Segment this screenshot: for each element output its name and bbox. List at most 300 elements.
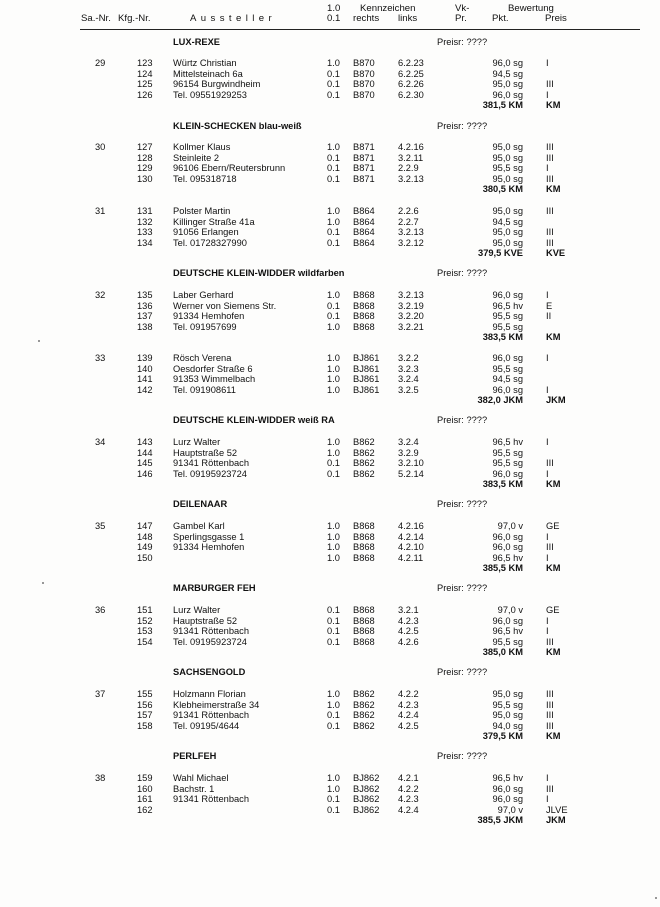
exhibitor-line: Tel. 01728327990 bbox=[173, 237, 247, 248]
tattoo-right: B862 bbox=[353, 437, 375, 447]
exhibitor-line: 91341 Röttenbach bbox=[173, 458, 249, 468]
sex-value: 0.1 bbox=[327, 636, 340, 647]
exhibitor-line: Bachstr. 1 bbox=[173, 783, 215, 794]
sammlung-number: 34 bbox=[95, 437, 106, 447]
col-header-sa-nr: Sa.-Nr. bbox=[81, 13, 111, 24]
sammlung-number: 37 bbox=[95, 689, 106, 699]
exhibitor-line: Klebheimerstraße 34 bbox=[173, 699, 260, 710]
sex-value: 0.1 bbox=[327, 173, 340, 184]
col-header-aussteller: Aussteller bbox=[190, 13, 277, 24]
prize-value: I bbox=[546, 437, 549, 447]
prize-value: I bbox=[546, 353, 549, 363]
tattoo-left: 3.2.21 bbox=[398, 321, 424, 332]
group-total: 380,5 KM bbox=[482, 184, 523, 194]
sex-value: 1.0 bbox=[327, 374, 340, 384]
cage-number: 132 bbox=[137, 216, 153, 227]
tattoo-left: 3.2.1 bbox=[398, 605, 419, 615]
tattoo-left: 4.2.4 bbox=[398, 804, 419, 815]
header-rule bbox=[80, 29, 640, 30]
tattoo-left: 3.2.9 bbox=[398, 447, 419, 458]
points-value: 96,0 sg bbox=[492, 290, 523, 300]
tattoo-right: B871 bbox=[353, 163, 375, 173]
sex-value: 1.0 bbox=[327, 773, 340, 783]
cage-number: 146 bbox=[137, 468, 153, 479]
tattoo-right: B868 bbox=[353, 521, 375, 531]
col-header-pkt: Pkt. bbox=[492, 13, 509, 24]
cage-number: 149 bbox=[137, 542, 153, 552]
points-value: 95,0 sg bbox=[492, 152, 523, 163]
sex-value: 1.0 bbox=[327, 521, 340, 531]
cage-number: 158 bbox=[137, 720, 153, 731]
points-value: 96,0 sg bbox=[492, 531, 523, 542]
prize-value: I bbox=[546, 384, 549, 395]
sex-value: 0.1 bbox=[327, 237, 340, 248]
prize-value: III bbox=[546, 542, 554, 552]
points-value: 96,0 sg bbox=[492, 353, 523, 363]
tattoo-left: 5.2.14 bbox=[398, 468, 424, 479]
exhibitor-line: 91056 Erlangen bbox=[173, 227, 239, 237]
group-total: 385,5 KM bbox=[482, 563, 523, 573]
exhibitor-line: Mittelsteinach 6a bbox=[173, 68, 243, 79]
prize-value: I bbox=[546, 615, 549, 626]
tattoo-right: B864 bbox=[353, 206, 375, 216]
cage-number: 154 bbox=[137, 636, 153, 647]
cage-number: 125 bbox=[137, 79, 153, 89]
col-header-kfg-nr: Kfg.-Nr. bbox=[118, 13, 151, 24]
tattoo-left: 2.2.7 bbox=[398, 216, 419, 227]
cage-number: 136 bbox=[137, 300, 153, 311]
exhibitor-line: Wahl Michael bbox=[173, 773, 229, 783]
tattoo-left: 4.2.2 bbox=[398, 783, 419, 794]
prize-value: I bbox=[546, 163, 549, 173]
exhibitor-line: 96106 Ebern/Reutersbrunn bbox=[173, 163, 286, 173]
exhibitor-line: 91334 Hemhofen bbox=[173, 542, 245, 552]
col-header-sex-bottom: 0.1 bbox=[327, 13, 341, 24]
tattoo-right: B862 bbox=[353, 720, 375, 731]
tattoo-right: B868 bbox=[353, 605, 375, 615]
prize-value: III bbox=[546, 173, 554, 184]
breed-title: LUX-REXE bbox=[173, 37, 221, 47]
tattoo-right: B871 bbox=[353, 152, 375, 163]
col-header-rechts: rechts bbox=[353, 13, 380, 24]
tattoo-left: 3.2.4 bbox=[398, 374, 419, 384]
col-header-vk-top: Vk- bbox=[455, 3, 470, 14]
exhibitor-line: Sperlingsgasse 1 bbox=[173, 531, 245, 542]
points-value: 95,0 sg bbox=[492, 173, 523, 184]
tattoo-right: B868 bbox=[353, 552, 375, 563]
points-value: 96,5 hv bbox=[492, 626, 523, 636]
points-value: 96,0 sg bbox=[492, 794, 523, 804]
points-value: 96,0 sg bbox=[492, 58, 523, 68]
group-total-prize: KM bbox=[546, 184, 561, 194]
prize-value: I bbox=[546, 89, 549, 100]
breed-title: KLEIN-SCHECKEN blau-weiß bbox=[173, 121, 302, 131]
group-total: 385,5 JKM bbox=[477, 815, 523, 825]
sex-value: 0.1 bbox=[327, 615, 340, 626]
breed-title: MARBURGER FEH bbox=[173, 583, 256, 593]
price-rule-label: Preisr: ???? bbox=[437, 751, 488, 761]
sex-value: 1.0 bbox=[327, 437, 340, 447]
points-value: 94,5 sg bbox=[492, 216, 523, 227]
prize-value: III bbox=[546, 227, 554, 237]
cage-number: 131 bbox=[137, 206, 153, 216]
sammlung-number: 29 bbox=[95, 58, 106, 68]
tattoo-left: 4.2.16 bbox=[398, 521, 424, 531]
sex-value: 1.0 bbox=[327, 384, 340, 395]
exhibitor-line: Gambel Karl bbox=[173, 521, 225, 531]
cage-number: 152 bbox=[137, 615, 153, 626]
tattoo-left: 3.2.3 bbox=[398, 363, 419, 374]
points-value: 96,5 hv bbox=[492, 300, 523, 311]
points-value: 95,5 sg bbox=[492, 699, 523, 710]
points-value: 95,5 sg bbox=[492, 636, 523, 647]
points-value: 96,5 hv bbox=[492, 773, 523, 783]
exhibitor-line: Killinger Straße 41a bbox=[173, 216, 255, 227]
group-total-prize: KM bbox=[546, 100, 561, 110]
cage-number: 162 bbox=[137, 804, 153, 815]
exhibitor-line: Tel. 095318718 bbox=[173, 173, 237, 184]
tattoo-right: B864 bbox=[353, 227, 375, 237]
col-header-bewertung: Bewertung bbox=[508, 3, 554, 14]
exhibitor-line: 91341 Röttenbach bbox=[173, 710, 249, 720]
exhibitor-line: Tel. 09195923724 bbox=[173, 468, 247, 479]
points-value: 97,0 v bbox=[497, 521, 523, 531]
exhibitor-line: 91334 Hemhofen bbox=[173, 311, 245, 321]
cage-number: 144 bbox=[137, 447, 153, 458]
tattoo-left: 6.2.23 bbox=[398, 58, 424, 68]
cage-number: 143 bbox=[137, 437, 153, 447]
sex-value: 1.0 bbox=[327, 290, 340, 300]
price-rule-label: Preisr: ???? bbox=[437, 499, 488, 509]
exhibitor-line: Laber Gerhard bbox=[173, 290, 234, 300]
points-value: 94,5 sg bbox=[492, 68, 523, 79]
cage-number: 157 bbox=[137, 710, 153, 720]
points-value: 95,0 sg bbox=[492, 79, 523, 89]
tattoo-left: 3.2.13 bbox=[398, 290, 424, 300]
points-value: 95,0 sg bbox=[492, 227, 523, 237]
cage-number: 159 bbox=[137, 773, 153, 783]
col-header-preis: Preis bbox=[545, 13, 567, 24]
tattoo-right: BJ861 bbox=[353, 353, 380, 363]
tattoo-left: 2.2.9 bbox=[398, 163, 419, 173]
cage-number: 155 bbox=[137, 689, 153, 699]
tattoo-left: 3.2.5 bbox=[398, 384, 419, 395]
prize-value: E bbox=[546, 300, 553, 311]
col-header-kennzeichen: Kennzeichen bbox=[360, 3, 416, 14]
price-rule-label: Preisr: ???? bbox=[437, 37, 488, 47]
sex-value: 1.0 bbox=[327, 689, 340, 699]
tattoo-left: 4.2.6 bbox=[398, 636, 419, 647]
prize-value: III bbox=[546, 689, 554, 699]
points-value: 95,0 sg bbox=[492, 142, 523, 152]
exhibitor-line: Tel. 09551929253 bbox=[173, 89, 247, 100]
sex-value: 0.1 bbox=[327, 79, 340, 89]
tattoo-right: B868 bbox=[353, 615, 375, 626]
exhibitor-line: Kollmer Klaus bbox=[173, 142, 231, 152]
cage-number: 145 bbox=[137, 458, 153, 468]
tattoo-left: 6.2.30 bbox=[398, 89, 424, 100]
sex-value: 1.0 bbox=[327, 321, 340, 332]
cage-number: 140 bbox=[137, 363, 153, 374]
cage-number: 150 bbox=[137, 552, 153, 563]
tattoo-left: 2.2.6 bbox=[398, 206, 419, 216]
tattoo-left: 4.2.16 bbox=[398, 142, 424, 152]
exhibitor-line: 91353 Wimmelbach bbox=[173, 374, 256, 384]
exhibitor-line: 91341 Röttenbach bbox=[173, 626, 249, 636]
prize-value: III bbox=[546, 783, 554, 794]
tattoo-right: B868 bbox=[353, 531, 375, 542]
scan-speck bbox=[655, 897, 657, 899]
points-value: 97,0 v bbox=[497, 804, 523, 815]
prize-value: I bbox=[546, 626, 549, 636]
group-total-prize: KM bbox=[546, 479, 561, 489]
cage-number: 129 bbox=[137, 163, 153, 173]
prize-value: I bbox=[546, 773, 549, 783]
points-value: 95,0 sg bbox=[492, 689, 523, 699]
tattoo-left: 3.2.12 bbox=[398, 237, 424, 248]
price-rule-label: Preisr: ???? bbox=[437, 268, 488, 278]
tattoo-left: 4.2.14 bbox=[398, 531, 424, 542]
prize-value: III bbox=[546, 720, 554, 731]
sex-value: 0.1 bbox=[327, 804, 340, 815]
sex-value: 0.1 bbox=[327, 300, 340, 311]
cage-number: 128 bbox=[137, 152, 153, 163]
tattoo-right: BJ862 bbox=[353, 794, 380, 804]
points-value: 95,0 sg bbox=[492, 237, 523, 248]
price-rule-label: Preisr: ???? bbox=[437, 121, 488, 131]
sex-value: 0.1 bbox=[327, 458, 340, 468]
cage-number: 130 bbox=[137, 173, 153, 184]
sex-value: 1.0 bbox=[327, 363, 340, 374]
sammlung-number: 30 bbox=[95, 142, 106, 152]
prize-value: III bbox=[546, 79, 554, 89]
prize-value: I bbox=[546, 58, 549, 68]
tattoo-right: BJ862 bbox=[353, 804, 380, 815]
prize-value: III bbox=[546, 237, 554, 248]
prize-value: I bbox=[546, 468, 549, 479]
points-value: 96,0 sg bbox=[492, 89, 523, 100]
sex-value: 0.1 bbox=[327, 720, 340, 731]
tattoo-right: B862 bbox=[353, 468, 375, 479]
breed-title: DEUTSCHE KLEIN-WIDDER weiß RA bbox=[173, 415, 335, 425]
group-total: 379,5 KM bbox=[482, 731, 523, 741]
tattoo-right: BJ862 bbox=[353, 783, 380, 794]
exhibitor-line: Lurz Walter bbox=[173, 437, 221, 447]
sammlung-number: 32 bbox=[95, 290, 106, 300]
exhibitor-line: Hauptstraße 52 bbox=[173, 447, 238, 458]
exhibitor-line: Steinleite 2 bbox=[173, 152, 219, 163]
points-value: 96,0 sg bbox=[492, 384, 523, 395]
prize-value: III bbox=[546, 206, 554, 216]
prize-value: GE bbox=[546, 605, 560, 615]
tattoo-right: B862 bbox=[353, 710, 375, 720]
exhibitor-line: 91341 Röttenbach bbox=[173, 794, 249, 804]
price-rule-label: Preisr: ???? bbox=[437, 667, 488, 677]
price-rule-label: Preisr: ???? bbox=[437, 583, 488, 593]
prize-value: III bbox=[546, 152, 554, 163]
cage-number: 135 bbox=[137, 290, 153, 300]
tattoo-left: 4.2.10 bbox=[398, 542, 424, 552]
exhibitor-line: Lurz Walter bbox=[173, 605, 221, 615]
group-total: 383,5 KM bbox=[482, 332, 523, 342]
sex-value: 0.1 bbox=[327, 626, 340, 636]
points-value: 95,0 sg bbox=[492, 206, 523, 216]
cage-number: 126 bbox=[137, 89, 153, 100]
tattoo-right: B870 bbox=[353, 89, 375, 100]
prize-value: III bbox=[546, 142, 554, 152]
tattoo-left: 4.2.3 bbox=[398, 615, 419, 626]
breed-title: PERLFEH bbox=[173, 751, 217, 761]
group-total-prize: KM bbox=[546, 647, 561, 657]
prize-value: III bbox=[546, 636, 554, 647]
tattoo-right: B868 bbox=[353, 636, 375, 647]
cage-number: 123 bbox=[137, 58, 153, 68]
price-rule-label: Preisr: ???? bbox=[437, 415, 488, 425]
sex-value: 1.0 bbox=[327, 699, 340, 710]
group-total-prize: KM bbox=[546, 563, 561, 573]
group-total: 381,5 KM bbox=[482, 100, 523, 110]
points-value: 97,0 v bbox=[497, 605, 523, 615]
group-total-prize: JKM bbox=[546, 395, 566, 405]
cage-number: 141 bbox=[137, 374, 153, 384]
points-value: 94,0 sg bbox=[492, 720, 523, 731]
tattoo-right: B862 bbox=[353, 447, 375, 458]
sex-value: 1.0 bbox=[327, 206, 340, 216]
sex-value: 0.1 bbox=[327, 311, 340, 321]
tattoo-right: BJ861 bbox=[353, 363, 380, 374]
cage-number: 142 bbox=[137, 384, 153, 395]
cage-number: 156 bbox=[137, 699, 153, 710]
exhibitor-line: Oesdorfer Straße 6 bbox=[173, 363, 253, 374]
tattoo-right: B862 bbox=[353, 699, 375, 710]
points-value: 96,0 sg bbox=[492, 468, 523, 479]
tattoo-right: BJ862 bbox=[353, 773, 380, 783]
tattoo-left: 4.2.3 bbox=[398, 794, 419, 804]
tattoo-left: 4.2.5 bbox=[398, 626, 419, 636]
prize-value: JLVE bbox=[546, 804, 568, 815]
tattoo-left: 4.2.5 bbox=[398, 720, 419, 731]
prize-value: III bbox=[546, 699, 554, 710]
exhibitor-line: Werner von Siemens Str. bbox=[173, 300, 277, 311]
cage-number: 139 bbox=[137, 353, 153, 363]
tattoo-right: B868 bbox=[353, 321, 375, 332]
cage-number: 127 bbox=[137, 142, 153, 152]
tattoo-right: B868 bbox=[353, 300, 375, 311]
tattoo-left: 3.2.20 bbox=[398, 311, 424, 321]
tattoo-left: 4.2.3 bbox=[398, 699, 419, 710]
sex-value: 0.1 bbox=[327, 68, 340, 79]
sex-value: 0.1 bbox=[327, 163, 340, 173]
breed-title: DEILENAAR bbox=[173, 499, 228, 509]
tattoo-left: 3.2.2 bbox=[398, 353, 419, 363]
sex-value: 0.1 bbox=[327, 605, 340, 615]
tattoo-left: 3.2.4 bbox=[398, 437, 419, 447]
tattoo-left: 4.2.11 bbox=[398, 552, 424, 563]
cage-number: 161 bbox=[137, 794, 153, 804]
points-value: 96,0 sg bbox=[492, 783, 523, 794]
prize-value: GE bbox=[546, 521, 560, 531]
sex-value: 0.1 bbox=[327, 227, 340, 237]
cage-number: 147 bbox=[137, 521, 153, 531]
sex-value: 1.0 bbox=[327, 783, 340, 794]
group-total: 385,0 KM bbox=[482, 647, 523, 657]
cage-number: 124 bbox=[137, 68, 153, 79]
tattoo-left: 6.2.25 bbox=[398, 68, 424, 79]
prize-value: III bbox=[546, 458, 554, 468]
tattoo-right: B871 bbox=[353, 173, 375, 184]
prize-value: I bbox=[546, 531, 549, 542]
tattoo-right: B864 bbox=[353, 216, 375, 227]
exhibitor-line: Rösch Verena bbox=[173, 353, 232, 363]
prize-value: II bbox=[546, 311, 552, 321]
tattoo-left: 4.2.2 bbox=[398, 689, 419, 699]
sammlung-number: 33 bbox=[95, 353, 106, 363]
points-value: 95,5 sg bbox=[492, 363, 523, 374]
col-header-links: links bbox=[398, 13, 418, 24]
points-value: 95,5 sg bbox=[492, 321, 523, 332]
exhibitor-line: Würtz Christian bbox=[173, 58, 237, 68]
breed-title: SACHSENGOLD bbox=[173, 667, 246, 677]
points-value: 96,0 sg bbox=[492, 542, 523, 552]
exhibitor-line: Hauptstraße 52 bbox=[173, 615, 238, 626]
sex-value: 1.0 bbox=[327, 552, 340, 563]
tattoo-right: B871 bbox=[353, 142, 375, 152]
points-value: 96,5 hv bbox=[492, 437, 523, 447]
points-value: 94,5 sg bbox=[492, 374, 523, 384]
sex-value: 1.0 bbox=[327, 58, 340, 68]
tattoo-left: 3.2.19 bbox=[398, 300, 424, 311]
prize-value: I bbox=[546, 552, 549, 563]
cage-number: 153 bbox=[137, 626, 153, 636]
scan-speck bbox=[42, 582, 44, 584]
group-total: 379,5 KVE bbox=[478, 248, 523, 258]
exhibitor-line: 96154 Burgwindheim bbox=[173, 79, 261, 89]
tattoo-right: B862 bbox=[353, 689, 375, 699]
prize-value: I bbox=[546, 290, 549, 300]
sex-value: 1.0 bbox=[327, 353, 340, 363]
points-value: 96,5 hv bbox=[492, 552, 523, 563]
group-total-prize: KVE bbox=[546, 248, 566, 258]
sammlung-number: 35 bbox=[95, 521, 106, 531]
sex-value: 1.0 bbox=[327, 531, 340, 542]
prize-value: III bbox=[546, 710, 554, 720]
points-value: 95,5 sg bbox=[492, 311, 523, 321]
tattoo-right: B868 bbox=[353, 290, 375, 300]
tattoo-right: B868 bbox=[353, 311, 375, 321]
group-total-prize: JKM bbox=[546, 815, 566, 825]
breed-title: DEUTSCHE KLEIN-WIDDER wildfarben bbox=[173, 268, 345, 278]
tattoo-right: BJ861 bbox=[353, 384, 380, 395]
cage-number: 133 bbox=[137, 227, 153, 237]
cage-number: 138 bbox=[137, 321, 153, 332]
exhibitor-line: Tel. 091957699 bbox=[173, 321, 237, 332]
points-value: 95,5 sg bbox=[492, 447, 523, 458]
exhibitor-line: Polster Martin bbox=[173, 206, 231, 216]
cage-number: 160 bbox=[137, 783, 153, 794]
tattoo-right: B868 bbox=[353, 626, 375, 636]
group-total-prize: KM bbox=[546, 731, 561, 741]
tattoo-left: 3.2.11 bbox=[398, 152, 424, 163]
points-value: 95,0 sg bbox=[492, 710, 523, 720]
group-total: 382,0 JKM bbox=[477, 395, 523, 405]
tattoo-left: 3.2.13 bbox=[398, 173, 424, 184]
exhibitor-line: Tel. 09195/4644 bbox=[173, 720, 240, 731]
col-header-vk-bottom: Pr. bbox=[455, 13, 467, 24]
sex-value: 0.1 bbox=[327, 710, 340, 720]
points-value: 95,5 sg bbox=[492, 458, 523, 468]
scan-speck bbox=[38, 340, 40, 342]
cage-number: 151 bbox=[137, 605, 153, 615]
